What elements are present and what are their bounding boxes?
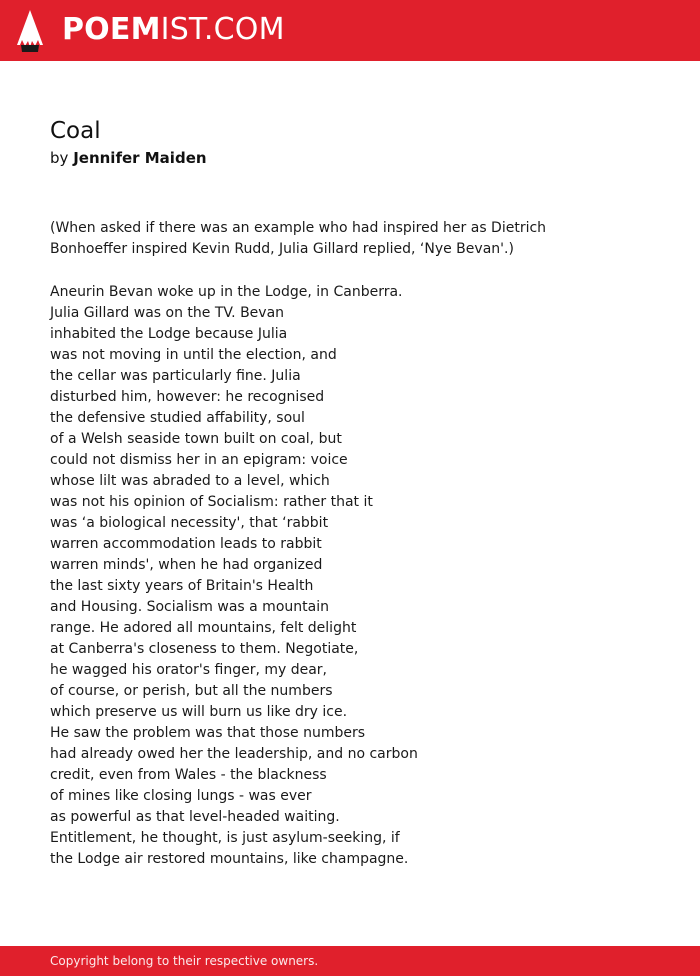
- poem-line: at Canberra's closeness to them. Negotiate,: [50, 641, 359, 657]
- poem-line: had already owed her the leadership, and no carbon: [50, 746, 418, 762]
- brand-name-light: IST.COM: [160, 12, 285, 47]
- poem-line: was not his opinion of Socialism: rather that it: [50, 494, 373, 510]
- poem-line: inhabited the Lodge because Julia: [50, 326, 288, 342]
- poem-line: range. He adored all mountains, felt delight: [50, 620, 357, 636]
- poem-title: Coal: [50, 118, 101, 144]
- poem-line: and Housing. Socialism was a mountain: [50, 599, 329, 615]
- poem-line: disturbed him, however: he recognised: [50, 389, 325, 405]
- poem-line: whose lilt was abraded to a level, which: [50, 473, 330, 489]
- poem-line: of a Welsh seaside town built on coal, but: [50, 431, 342, 447]
- poem-line: as powerful as that level-headed waiting.: [50, 809, 340, 825]
- poem-line: could not dismiss her in an epigram: voice: [50, 452, 348, 468]
- site-header: [0, 0, 700, 61]
- site-logo-link[interactable]: [62, 10, 285, 50]
- pencil-logo-icon[interactable]: [16, 9, 44, 52]
- poem-line: the Lodge air restored mountains, like champagne.: [50, 851, 409, 867]
- site-footer: [0, 946, 700, 976]
- poem-line: was not moving in until the election, and: [50, 347, 337, 363]
- poem-line: of course, or perish, but all the numbers: [50, 683, 333, 699]
- brand-name-bold: POEM: [62, 12, 161, 47]
- author-name: Jennifer Maiden: [73, 149, 207, 167]
- poem-line: warren accommodation leads to rabbit: [50, 536, 322, 552]
- byline: [50, 146, 660, 170]
- poem-line: was ‘a biological necessity', that ‘rabbit: [50, 515, 329, 531]
- poem-line: which preserve us will burn us like dry ice.: [50, 704, 348, 720]
- poem-line: credit, even from Wales - the blackness: [50, 767, 327, 783]
- poem-line: warren minds', when he had organized: [50, 557, 323, 573]
- by-label: by: [50, 149, 69, 167]
- poem-line: Entitlement, he thought, is just asylum-seeking, if: [50, 830, 400, 846]
- poem-line: He saw the problem was that those numbers: [50, 725, 366, 741]
- poem-body: [50, 282, 650, 870]
- poem-line: the cellar was particularly fine. Julia: [50, 368, 301, 384]
- poem-line: he wagged his orator's finger, my dear,: [50, 662, 328, 678]
- poem-line: the defensive studied affability, soul: [50, 410, 305, 426]
- poem-line: the last sixty years of Britain's Health: [50, 578, 314, 594]
- poem-heading: [50, 116, 660, 170]
- poem-line: of mines like closing lungs - was ever: [50, 788, 312, 804]
- poem-epigraph: (When asked if there was an example who had inspired her as Dietrich Bonhoeffer inspired Kevin Rudd, Julia Gillard replied, ‘Nye Bevan'.): [50, 220, 547, 257]
- poem-line: Aneurin Bevan woke up in the Lodge, in Canberra.: [50, 284, 403, 300]
- copyright-notice: Copyright belong to their respective owners.: [50, 954, 319, 968]
- poem-line: Julia Gillard was on the TV. Bevan: [50, 305, 285, 321]
